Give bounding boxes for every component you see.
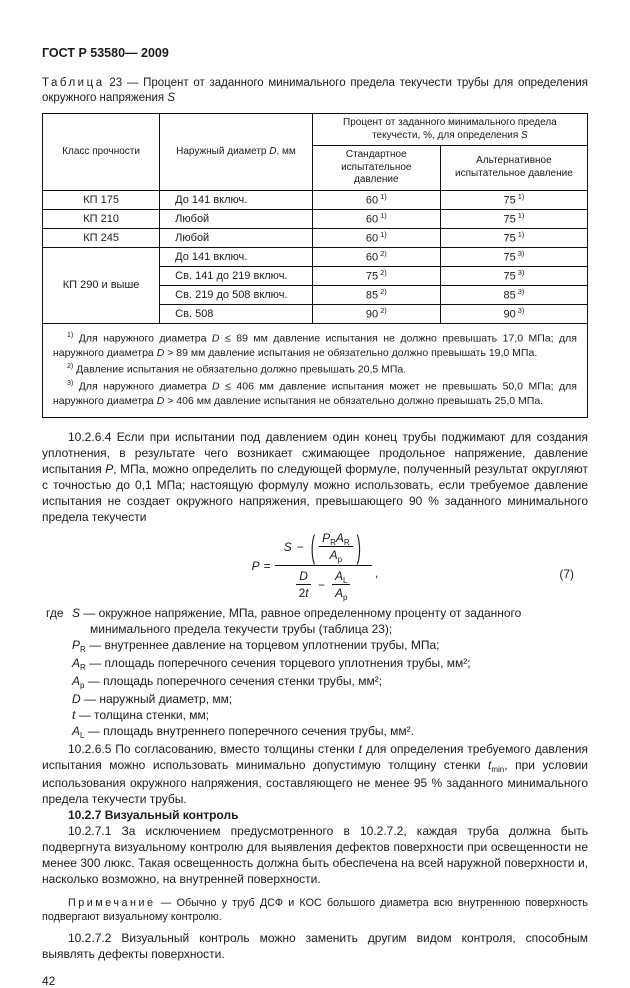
cell-value: 75 (503, 232, 516, 245)
cell-value: 75 (503, 194, 516, 207)
section-10-2-7-heading: 10.2.7 Визуальный контроль (68, 807, 239, 822)
paragraph-text: для определения требуемого давления испытания можно использовать минимально допустимую толщину стенки (42, 741, 588, 772)
cell-class: КП 210 (43, 209, 160, 228)
definition-item (42, 655, 588, 673)
header-diameter (160, 114, 313, 191)
def-sub: R (80, 662, 86, 672)
cell-diameter: Любой (160, 209, 313, 228)
header-percent-text: Процент от заданного минимального предела текучести, %, для определения (343, 117, 557, 141)
paragraph-var: P (105, 461, 114, 476)
al-over-ap (332, 569, 350, 600)
table-caption-number: 23 (104, 77, 123, 89)
def-sub: R (80, 644, 86, 654)
footnote-var: D (156, 395, 165, 407)
main-fraction (275, 527, 372, 602)
var-s: S (283, 539, 292, 554)
cell-diameter: Св. 219 до 508 включ. (160, 285, 313, 304)
note-label: Примечание (68, 896, 156, 909)
header-percent-group (312, 114, 587, 146)
cell-value: 60 (365, 213, 379, 226)
section-10-2-6-4 (42, 429, 588, 525)
note-dash: — (155, 896, 177, 909)
table-header-row-1 (43, 114, 588, 146)
note-text: Обычно у труб ДСФ и КОС большого диаметра всю внутреннюю поверхность подвергают визуальному контролю. (42, 896, 589, 923)
table-footnotes-row (43, 323, 588, 417)
def-var: S (72, 605, 81, 620)
where-label: где (46, 605, 64, 620)
definition-item (42, 605, 588, 637)
inner-numerator (319, 531, 353, 547)
definition-item (42, 673, 588, 691)
footnote-ref: 3) (517, 306, 525, 316)
footnote-ref: 3) (517, 287, 525, 297)
header-standard-pressure: Стандартное испытательное давление (312, 146, 440, 191)
def-var: P (72, 637, 81, 652)
footnote-ref: 2) (380, 287, 387, 297)
formula-body (42, 529, 588, 603)
cell-value: 75 (503, 213, 516, 226)
num-al (332, 569, 350, 585)
footnote-ref: 1) (380, 230, 387, 240)
var-pr: P (322, 531, 331, 545)
var-d: D (299, 569, 308, 583)
def-var: A (72, 655, 81, 670)
cell-value: 85 (503, 289, 516, 302)
footnote-marker: 3) (67, 380, 74, 387)
footnote-2 (53, 360, 577, 377)
note-paragraph (42, 896, 588, 925)
definition-item (42, 723, 588, 741)
main-numerator (275, 527, 372, 566)
cell-diameter: Св. 141 до 219 включ. (160, 266, 313, 285)
formula-7 (42, 529, 588, 603)
sub-r: R (330, 538, 336, 547)
definition-item (42, 691, 588, 707)
cell-diameter: Любой (160, 228, 313, 247)
def-text: — площадь поперечного сечения стенки трубы, мм²; (84, 673, 383, 688)
section-10-2-7-1: 10.2.7.1 За исключением предусмотренного в 10.2.7.2, каждая труба должна быть подвергнута визуальному контролю для выявления дефектов поверхности при освещенности не менее 300 люкс. Такая освещенность должна быть обеспечена на всей наружной поверхности и, насколько возможно, на внутренней поверхности. (42, 823, 588, 886)
cell-value: 75 (365, 270, 379, 283)
footnote-ref: 2) (380, 306, 387, 316)
comma: , (375, 565, 379, 580)
cell-diameter: До 141 включ. (160, 247, 313, 266)
table-caption-label: Таблица (42, 77, 105, 89)
table-row (43, 228, 588, 247)
table-caption-var-s: S (167, 92, 175, 104)
den-2t (299, 585, 309, 600)
main-denominator (294, 566, 352, 600)
cell-standard (312, 266, 440, 285)
footnote-text: > 89 мм давление испытания не обязательно должно превышать 19,0 МПа. (164, 346, 538, 359)
section-10-2-7-2: 10.2.7.2 Визуальный контроль можно заменить другим видом контроля, способным выявлять дефекты поверхности. (42, 930, 588, 961)
coef-2: 2 (298, 586, 306, 600)
cell-class: КП 245 (43, 228, 160, 247)
paragraph-text: 10.2.6.5 По согласованию, вместо толщины стенки (68, 741, 359, 756)
footnote-text: > 406 мм давление испытания не обязательно должно превышать 25,0 МПа. (164, 395, 544, 407)
close-paren: ) (356, 527, 361, 566)
sub-p: p (337, 555, 343, 564)
table-caption-dash: — (122, 77, 144, 89)
definition-item (42, 707, 588, 723)
table-footnotes (43, 323, 588, 417)
cell-value: 90 (365, 308, 379, 321)
footnote-marker: 2) (67, 363, 74, 370)
footnote-ref: 1) (517, 211, 525, 221)
footnote-var: D (156, 346, 165, 359)
footnote-marker: 1) (67, 331, 74, 339)
footnote-text: Для наружного диаметра (78, 332, 212, 344)
footnote-ref: 1) (380, 211, 387, 221)
table-23 (42, 113, 588, 418)
equation-number: (7) (559, 566, 574, 581)
cell-value: 60 (365, 251, 379, 264)
cell-value: 75 (503, 251, 516, 264)
cell-standard (312, 190, 440, 209)
table-row (43, 190, 588, 209)
header-percent-var: S (521, 129, 528, 141)
cell-value: 75 (503, 270, 516, 283)
equals-sign: = (263, 558, 271, 573)
def-sub: p (80, 680, 85, 690)
def-text: — площадь внутреннего поперечного сечения трубы, мм². (84, 723, 414, 738)
inner-fraction (319, 531, 353, 562)
var-ap: A (334, 586, 343, 600)
sub-r: R (343, 538, 350, 547)
table-caption (42, 76, 588, 106)
cell-standard (312, 304, 440, 323)
standard-reference: ГОСТ Р 53580— 2009 (42, 46, 169, 60)
num-d (296, 569, 311, 585)
cell-diameter: До 141 включ. (160, 190, 313, 209)
def-var: A (72, 673, 81, 688)
definition-item (42, 637, 588, 655)
footnote-1 (53, 329, 577, 361)
table-row (43, 209, 588, 228)
header-class: Класс прочности (43, 114, 160, 191)
def-text: — внутреннее давление на торцевом уплотнении трубы, МПа; (85, 637, 440, 652)
paragraph-text: , при условии использования окружного напряжения, составляющего не менее 95 % заданного минимального предела текучести трубы. (42, 757, 588, 806)
formula-lhs: P (251, 558, 260, 573)
cell-class: КП 175 (43, 190, 160, 209)
sub-l: L (342, 576, 348, 585)
footnote-ref: 3) (517, 268, 525, 278)
minus-sign: − (296, 539, 304, 554)
footnote-ref: 2) (380, 249, 387, 259)
def-var: A (72, 723, 81, 738)
def-text: — толщина стенки, мм; (75, 707, 210, 722)
header-alternative-pressure: Альтернативное испытательное давление (440, 146, 587, 191)
footnote-ref: 1) (517, 230, 525, 240)
cell-alternative (440, 247, 587, 266)
inner-denominator (330, 547, 342, 562)
cell-value: 85 (365, 289, 379, 302)
minus-sign: − (317, 577, 325, 592)
section-10-2-6-5 (42, 741, 588, 807)
def-var: D (72, 691, 81, 706)
def-text: — наружный диаметр, мм; (80, 691, 233, 706)
cell-standard (312, 247, 440, 266)
cell-diameter: Св. 508 (160, 304, 313, 323)
paragraph-text: , МПа, можно определить по следующей формуле, полученный результат округляют с точностью до 0,1 МПа; настоящую формулу можно использовать, если требуемое давление испытания не создает окружного напряжения, превышающего 90 % заданного минимального предела текучести (42, 461, 588, 524)
paragraph-var: t (358, 741, 362, 756)
cell-standard (312, 228, 440, 247)
open-paren: ( (310, 527, 316, 566)
def-var: t (72, 707, 76, 722)
footnote-3 (53, 377, 577, 409)
cell-alternative (440, 266, 587, 285)
page-number: 42 (42, 973, 56, 988)
footnote-ref: 3) (517, 249, 525, 259)
cell-alternative (440, 285, 587, 304)
d-over-2t (296, 569, 311, 600)
footnote-ref: 1) (517, 192, 525, 202)
cell-alternative (440, 209, 587, 228)
variable-definitions (42, 605, 588, 741)
header-diameter-text: Наружный диаметр (176, 145, 270, 157)
var-t: t (305, 586, 309, 600)
footnote-text: Давление испытания не обязательно должно превышать 20,5 МПа. (76, 363, 407, 376)
def-sub: L (80, 730, 85, 740)
cell-standard (312, 209, 440, 228)
paragraph-var: t (487, 757, 492, 772)
footnote-ref: 1) (380, 192, 387, 202)
table-row (43, 247, 588, 266)
var-al: A (334, 569, 343, 583)
def-text: — площадь поперечного сечения торцевого уплотнения трубы, мм²; (85, 655, 471, 670)
table-caption-text: Процент от заданного минимального предела текучести трубы для определения окружного напряжения (42, 77, 588, 104)
footnote-ref: 2) (380, 268, 387, 278)
cell-value: 60 (365, 232, 379, 245)
header-diameter-unit: , мм (276, 145, 296, 157)
def-text: — окружное напряжение, МПа, равное определенному проценту от заданного минимального предела текучести трубы (таблица 23); (80, 605, 522, 636)
header-diameter-var: D (269, 145, 277, 157)
cell-value: 90 (503, 308, 516, 321)
cell-alternative (440, 228, 587, 247)
cell-class-group: КП 290 и выше (43, 247, 160, 323)
footnote-text: ≤ 89 мм давление испытания не должно превышать 17,0 МПа; для наружного диаметра (53, 332, 577, 359)
var-ar: A (335, 531, 344, 545)
footnote-text: ≤ 406 мм давление испытания может не превышать 50,0 МПа; для наружного диаметра (53, 380, 577, 407)
cell-value: 60 (365, 194, 379, 207)
footnote-var: D (211, 332, 220, 344)
paragraph-text: 10.2.6.4 Если при испытании под давлением один конец трубы поджимают для создания уплотнения, в результате чего возникает сжимающее продольное напряжение, давление испытания (42, 429, 588, 476)
cell-alternative (440, 304, 587, 323)
paragraph-sub: min (491, 764, 505, 774)
var-ap: A (329, 548, 338, 562)
footnote-var: D (212, 380, 220, 393)
den-ap (335, 585, 347, 600)
cell-alternative (440, 190, 587, 209)
sub-p: p (342, 593, 348, 602)
cell-standard (312, 285, 440, 304)
footnote-text: Для наружного диаметра (78, 380, 213, 393)
